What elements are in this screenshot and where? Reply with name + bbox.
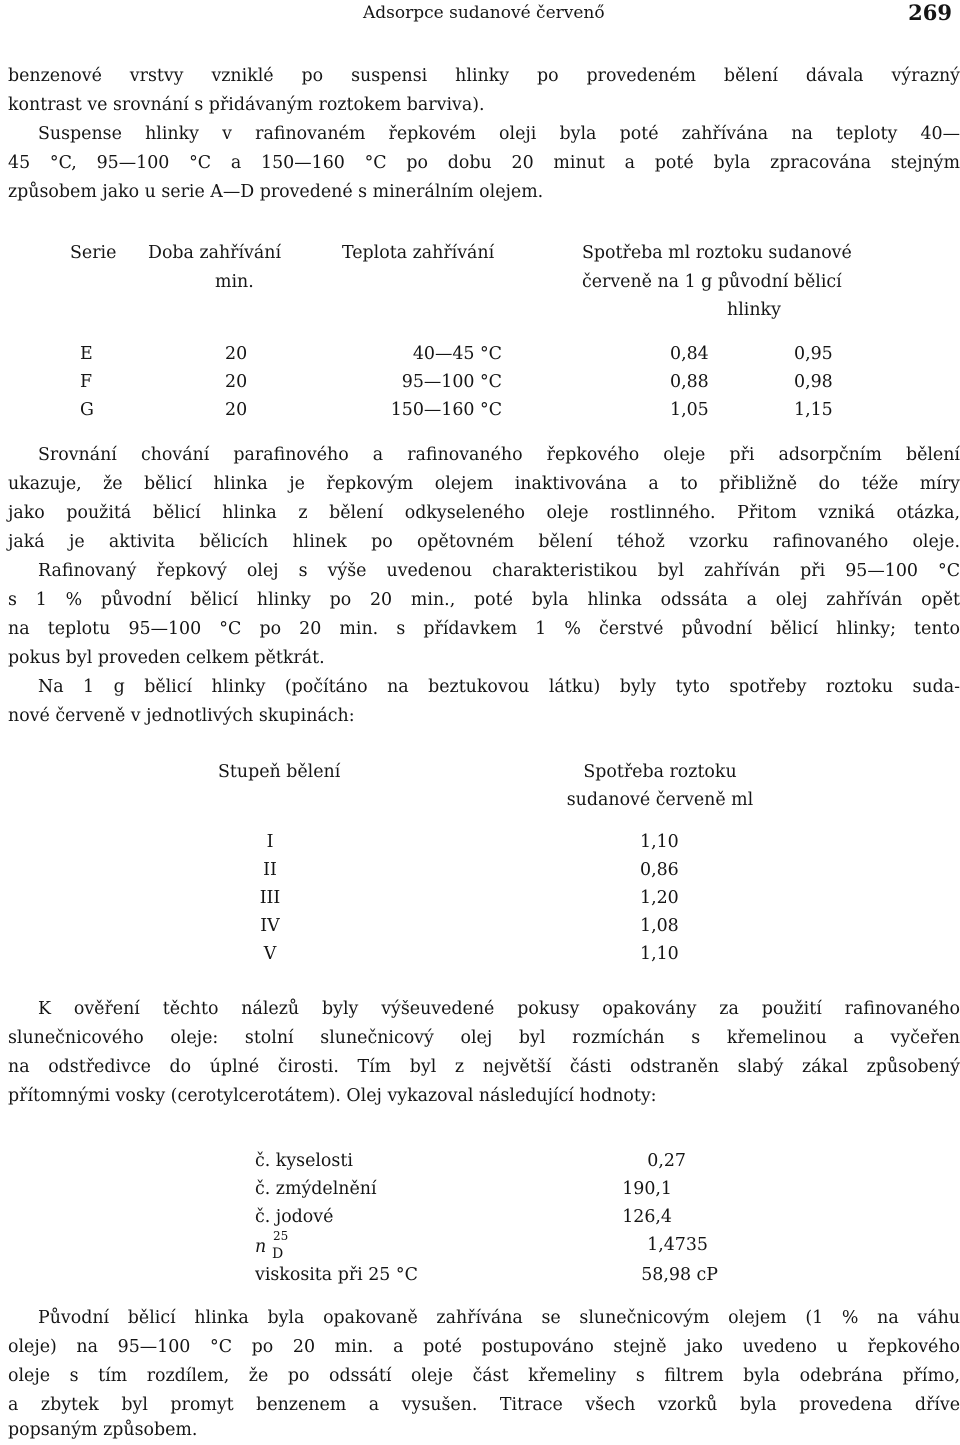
cell-value-1: 0,88: [670, 372, 709, 392]
text-line: způsobem jako u serie A—D provedené s minerálním olejem.: [8, 182, 544, 202]
cell-value-2: 1,15: [794, 400, 833, 420]
cell-value: 1,08: [640, 916, 679, 936]
header-temperature: Teplota zahřívání: [342, 243, 495, 263]
header-consumption: sudanové červeně ml: [566, 790, 754, 810]
property-value: 58,98 cP: [641, 1265, 718, 1285]
text-line: na odstředivce do úplné čirosti. Tím byl z největší části odstraněn slabý zákal způsobený: [8, 1057, 960, 1077]
property-value: 0,27: [647, 1151, 686, 1171]
cell-value: 1,20: [640, 888, 679, 908]
cell-stage: IV: [260, 916, 280, 936]
header-consumption: červeně na 1 g původní bělicí: [582, 272, 842, 292]
text-line: Na 1 g bělicí hlinky (počítáno na beztukovou látku) byly tyto spotřeby roztoku suda-: [38, 677, 960, 697]
text-line: nové červeně v jednotlivých skupinách:: [8, 706, 355, 726]
cell-temperature: 150—160 °C: [390, 400, 502, 420]
cell-duration: 20: [225, 372, 248, 392]
text-line: přítomnými vosky (cerotylcerotátem). Olej vykazoval následující hodnoty:: [8, 1086, 657, 1106]
property-value: 190,1: [622, 1179, 672, 1199]
cell-stage: II: [263, 860, 277, 880]
text-line: Rafinovaný řepkový olej s výše uvedenou charakteristikou byl zahříván při 95—100 °C: [38, 561, 960, 581]
cell-value-2: 0,98: [794, 372, 833, 392]
property-label: č. zmýdelnění: [255, 1179, 377, 1199]
text-line: oleje) na 95—100 °C po 20 min. a poté postupováno stejně jako uvedeno u řepkového: [8, 1337, 960, 1357]
cell-stage: III: [259, 888, 281, 908]
text-line: oleje s tím rozdílem, že po odssátí oleje část křemeliny s filtrem byla odebrána přímo,: [8, 1366, 960, 1386]
property-label: viskosita při 25 °C: [255, 1265, 418, 1285]
running-title: Adsorpce sudanové červenő: [363, 3, 605, 23]
property-label: č. jodové: [255, 1207, 334, 1227]
text-line: s 1 % původní bělicí hlinky po 20 min., poté byla hlinka odssáta a olej zahříván opět: [8, 590, 960, 610]
header-stage: Stupeň bělení: [218, 762, 341, 782]
cell-serie: G: [80, 400, 94, 420]
text-line: Původní bělicí hlinka byla opakovaně zahřívána se slunečnicovým olejem (1 % na váhu: [38, 1308, 960, 1328]
property-value: 126,4: [622, 1207, 672, 1227]
cell-value-1: 0,84: [670, 344, 709, 364]
text-line: 45 °C, 95—100 °C a 150—160 °C po dobu 20 minut a poté byla zpracována stejným: [8, 153, 960, 173]
property-label: č. kyselosti: [255, 1151, 353, 1171]
property-value: 1,4735: [647, 1235, 708, 1255]
text-line: benzenové vrstvy vzniklé po suspensi hlinky po provedeném bělení dávala výrazný: [8, 66, 960, 86]
header-consumption: Spotřeba ml roztoku sudanové: [582, 243, 852, 263]
text-line: Suspense hlinky v rafinovaném řepkovém oleji byla poté zahřívána na teploty 40—: [38, 124, 960, 144]
header-consumption: hlinky: [727, 300, 781, 320]
cell-value: 0,86: [640, 860, 679, 880]
cell-duration: 20: [225, 400, 248, 420]
cell-duration: 20: [225, 344, 248, 364]
header-serie: Serie: [70, 243, 117, 263]
text-line: popsaným způsobem.: [8, 1420, 198, 1440]
cell-value-2: 0,95: [794, 344, 833, 364]
cell-stage: I: [266, 832, 274, 852]
cell-serie: E: [80, 344, 93, 364]
text-line: K ověření těchto nálezů byly výšeuvedené pokusy opakovány za použití rafinovaného: [38, 999, 960, 1019]
header-consumption: Spotřeba roztoku: [583, 762, 737, 782]
header-duration-unit: min.: [215, 272, 254, 292]
text-line: jako použitá bělicí hlinka z bělení odkyseleného oleje rostlinného. Přitom vzniká otázka,: [8, 503, 960, 523]
text-line: na teplotu 95—100 °C po 20 min. s přídavkem 1 % čerstvé původní bělicí hlinky; tento: [8, 619, 960, 639]
text-line: ukazuje, že bělicí hlinka je řepkovým olejem inaktivována a to přibližně do téže míry: [8, 474, 960, 494]
cell-value-1: 1,05: [670, 400, 709, 420]
text-line: pokus byl proveden celkem pětkrát.: [8, 648, 325, 668]
text-line: jaká je aktivita bělicích hlinek po opětovném bělení téhož vzorku rafinovaného oleje.: [8, 532, 960, 552]
refractive-index-temperature: 25: [273, 1229, 289, 1243]
cell-temperature: 95—100 °C: [401, 372, 502, 392]
cell-serie: F: [80, 372, 93, 392]
cell-value: 1,10: [640, 944, 679, 964]
text-line: Srovnání chování parafinového a rafinovaného řepkového oleje při adsorpčním bělení: [38, 445, 960, 465]
header-duration: Doba zahřívání: [148, 243, 282, 263]
refractive-index-symbol: n: [255, 1237, 267, 1257]
page-number: 269: [908, 0, 952, 25]
cell-stage: V: [263, 944, 277, 964]
text-line: slunečnicového oleje: stolní slunečnicový olej byl rozmíchán s křemelinou a vyčeřen: [8, 1028, 960, 1048]
text-line: a zbytek byl promyt benzenem a vysušen. Titrace všech vzorků byla provedena dříve: [8, 1395, 960, 1415]
text-line: kontrast ve srovnání s přidávaným roztokem barviva).: [8, 95, 485, 115]
refractive-index-line: D: [272, 1246, 284, 1262]
cell-value: 1,10: [640, 832, 679, 852]
cell-temperature: 40—45 °C: [412, 344, 502, 364]
